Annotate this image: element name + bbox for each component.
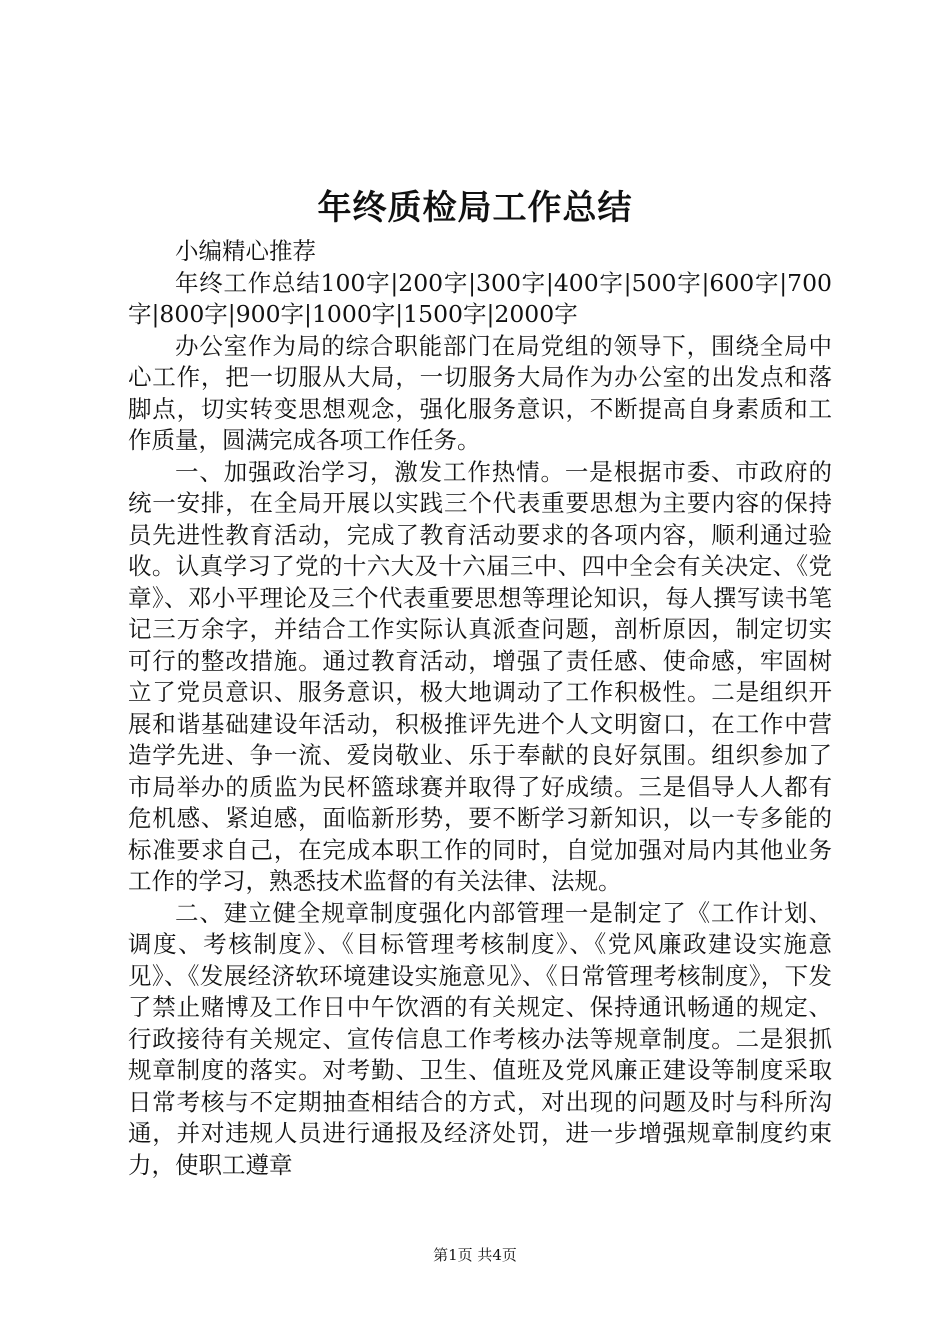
recommend-line: 小编精心推荐 bbox=[175, 237, 316, 265]
section-one-paragraph: 一、加强政治学习，激发工作热情。一是根据市委、市政府的统一安排，在全局开展以实践三个代表重要思想为主要内容的保持员先进性教育活动，完成了教育活动要求的各项内容，顺利通过验收。认真学习了党的十六大及十六届三中、四中全会有关决定、《党章》、邓小平理论及三个代表重要思想等理论知识，每人撰写读书笔记三万余字，并结合工作实际认真派查问题，剖析原因，制定切实可行的整改措施。通过教育活动，增强了责任感、使命感，牢固树立了党员意识、服务意识，极大地调动了工作积极性。二是组织开展和谐基础建设年活动，积极推评先进个人文明窗口，在工作中营造学先进、争一流、爱岗敬业、乐于奉献的良好氛围。组织参加了市局举办的质监为民杯篮球赛并取得了好成绩。三是倡导人人都有危机感、紧迫感，面临新形势，要不断学习新知识，以一专多能的标准要求自己，在完成本职工作的同时，自觉加强对局内其他业务工作的学习，熟悉技术监督的有关法律、法规。 bbox=[128, 457, 832, 895]
page-footer: 第1页 共4页 bbox=[433, 1246, 517, 1264]
section-two-paragraph: 二、建立健全规章制度强化内部管理一是制定了《工作计划、调度、考核制度》、《目标管理考核制度》、《党风廉政建设实施意见》、《发展经济软环境建设实施意见》、《日常管理考核制度》，下发了禁止赌博及工作日中午饮酒的有关规定、保持通讯畅通的规定、行政接待有关规定、宣传信息工作考核办法等规章制度。二是狠抓规章制度的落实。对考勤、卫生、值班及党风廉正建设等制度采取日常考核与不定期抽查相结合的方式，对出现的问题及时与科所沟通，并对违规人员进行通报及经济处罚，进一步增强规章制度约束力，使职工遵章 bbox=[128, 898, 832, 1179]
document-body bbox=[128, 236, 832, 1181]
word-count-links: 年终工作总结100字|200字|300字|400字|500字|600字|700字|800字|900字|1000字|1500字|2000字 bbox=[128, 268, 832, 328]
intro-paragraph: 办公室作为局的综合职能部门在局党组的领导下，围绕全局中心工作，把一切服从大局，一切服务大局作为办公室的出发点和落脚点，切实转变思想观念，强化服务意识，不断提高自身素质和工作质量，圆满完成各项工作任务。 bbox=[128, 331, 832, 454]
document-title: 年终质检局工作总结 bbox=[317, 188, 633, 228]
